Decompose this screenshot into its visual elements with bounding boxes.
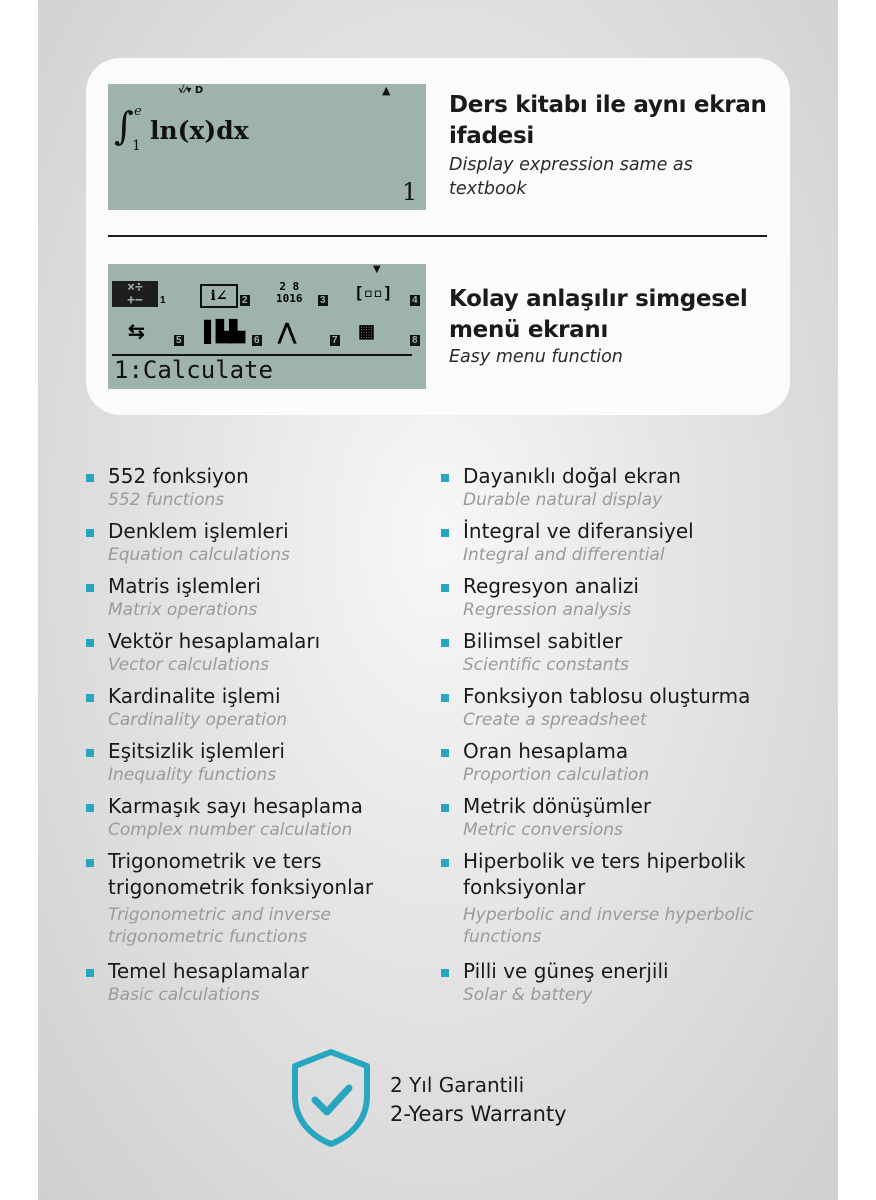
integral-upper-bound: e — [134, 104, 142, 119]
menu-base-n-icon: 2 8 1016 3 — [276, 280, 326, 306]
feature-item — [108, 793, 468, 841]
menu-matrix-icon: [▫▫] 4 — [354, 283, 418, 306]
lcd-indicator-right: ▲ — [382, 84, 391, 97]
feature-title: Regresyon analizi — [463, 574, 639, 598]
feature-subtitle: Cardinality operation — [108, 710, 288, 730]
feature-subtitle: Integral and differential — [463, 545, 665, 565]
feature-subtitle: Proportion calculation — [463, 765, 650, 785]
feature-item — [463, 738, 823, 786]
feature-item — [108, 628, 468, 676]
menu-spreadsheet-icon: ▦ 8 — [358, 321, 418, 346]
feature-item — [108, 738, 468, 786]
bullet-icon — [86, 584, 94, 592]
lcd-bottom-text: 1:Calculate — [114, 356, 273, 384]
feature-title: Temel hesaplamalar — [108, 959, 309, 983]
lcd-menu-display — [108, 264, 426, 389]
lcd-indicator-top: ▼ — [373, 264, 381, 275]
feature-subtitle: Create a spreadsheet — [463, 710, 647, 730]
feature-subtitle: Complex number calculation — [108, 820, 353, 840]
feature-title: Bilimsel sabitler — [463, 629, 623, 653]
lcd-indicator-left: √⁄▾ D — [178, 85, 204, 96]
lcd-natural-display — [108, 84, 426, 210]
feature-title: Dayanıklı doğal ekran — [463, 464, 681, 488]
feature-subtitle: Metric conversions — [463, 820, 623, 840]
feature-subtitle: 552 functions — [108, 490, 225, 510]
bullet-icon — [441, 584, 449, 592]
feature-title: Denklem işlemleri — [108, 519, 289, 543]
feature-title: Matris işlemleri — [108, 574, 261, 598]
bullet-icon — [86, 529, 94, 537]
feature-title: Hiperbolik ve ters hiperbolik fonksiyonlar — [463, 849, 746, 899]
menu-vector-icon: ⇆ 5 — [128, 321, 182, 346]
bullet-icon — [441, 474, 449, 482]
feature-subtitle: Hyperbolic and inverse hyperbolic functions — [463, 905, 754, 947]
feature-subtitle: Solar & battery — [463, 985, 593, 1005]
bullet-icon — [441, 694, 449, 702]
menu-number-7: 7 — [332, 335, 338, 346]
feature-subtitle: Basic calculations — [108, 985, 260, 1005]
feature-title: Karmaşık sayı hesaplama — [108, 794, 363, 818]
integral-lower-bound: 1 — [132, 138, 141, 154]
feature-item — [463, 958, 823, 1006]
feature-title: Trigonometrik ve ters trigonometrik fonksiyonlar — [108, 849, 374, 899]
menu-number-3: 3 — [320, 295, 326, 306]
feature-subtitle: Trigonometric and inverse trigonometric functions — [108, 905, 332, 947]
feature-item — [108, 683, 468, 731]
feature-item — [108, 573, 468, 621]
menu-histogram-icon: ▌▙▙ 6 — [204, 321, 260, 346]
menu-number-1: 1 — [160, 295, 166, 306]
row1-subtitle: Display expression same as textbook — [449, 155, 693, 199]
feature-title: 552 fonksiyon — [108, 464, 249, 488]
lcd-result: 1 — [402, 178, 418, 206]
feature-item — [463, 793, 823, 841]
feature-title: Fonksiyon tablosu oluşturma — [463, 684, 751, 708]
feature-item — [463, 518, 823, 566]
bullet-icon — [86, 749, 94, 757]
feature-subtitle: Equation calculations — [108, 545, 290, 565]
bullet-icon — [441, 749, 449, 757]
bullet-icon — [86, 859, 94, 867]
bullet-icon — [86, 639, 94, 647]
menu-distribution-icon: ⋀ 7 — [278, 319, 338, 346]
feature-item — [108, 958, 468, 1006]
feature-item — [463, 683, 833, 731]
integral-sign: ∫ — [114, 104, 134, 148]
feature-title: Oran hesaplama — [463, 739, 629, 763]
feature-title: Kardinalite işlemi — [108, 684, 281, 708]
menu-statistics-icon: i∠ 2 — [190, 281, 252, 311]
feature-subtitle: Matrix operations — [108, 600, 258, 620]
feature-title: Vektör hesaplamaları — [108, 629, 321, 653]
feature-subtitle: Scientific constants — [463, 655, 629, 675]
feature-item — [463, 463, 823, 511]
feature-subtitle: Vector calculations — [108, 655, 270, 675]
menu-number-4: 4 — [412, 295, 418, 306]
feature-title: Eşitsizlik işlemleri — [108, 739, 285, 763]
bullet-icon — [86, 804, 94, 812]
feature-title: İntegral ve diferansiyel — [463, 519, 694, 543]
feature-item — [108, 463, 468, 511]
feature-title: Metrik dönüşümler — [463, 794, 652, 818]
shield-check-icon — [289, 1048, 373, 1148]
feature-subtitle: Regression analysis — [463, 600, 632, 620]
feature-title: Pilli ve güneş enerjili — [463, 959, 669, 983]
bullet-icon — [86, 474, 94, 482]
warranty-line1: 2 Yıl Garantili — [390, 1073, 525, 1097]
menu-number-5: 5 — [176, 335, 182, 346]
row1-title: Ders kitabı ile aynı ekran ifadesi — [449, 92, 767, 149]
feature-item — [108, 518, 468, 566]
bullet-icon — [441, 529, 449, 537]
row2-title: Kolay anlaşılır simgesel menü ekranı — [449, 286, 748, 343]
divider-line — [108, 235, 767, 237]
feature-subtitle: Inequality functions — [108, 765, 277, 785]
feature-item — [463, 848, 803, 948]
bullet-icon — [86, 694, 94, 702]
bullet-icon — [441, 804, 449, 812]
feature-item — [463, 628, 823, 676]
bullet-icon — [441, 639, 449, 647]
bullet-icon — [441, 969, 449, 977]
feature-subtitle: Durable natural display — [463, 490, 663, 510]
display-features-card — [86, 58, 790, 415]
menu-number-8: 8 — [412, 335, 418, 346]
warranty-line2: 2-Years Warranty — [390, 1102, 567, 1126]
menu-calculate-icon: ×÷ +− 1 — [112, 281, 174, 311]
menu-number-2: 2 — [242, 295, 248, 306]
bullet-icon — [441, 859, 449, 867]
menu-number-6: 6 — [254, 335, 260, 346]
feature-item — [463, 573, 823, 621]
row2-subtitle: Easy menu function — [449, 347, 623, 367]
background-panel — [38, 0, 838, 1200]
feature-item — [108, 848, 428, 948]
integral-expression: ln(x)dx — [150, 116, 249, 145]
bullet-icon — [86, 969, 94, 977]
